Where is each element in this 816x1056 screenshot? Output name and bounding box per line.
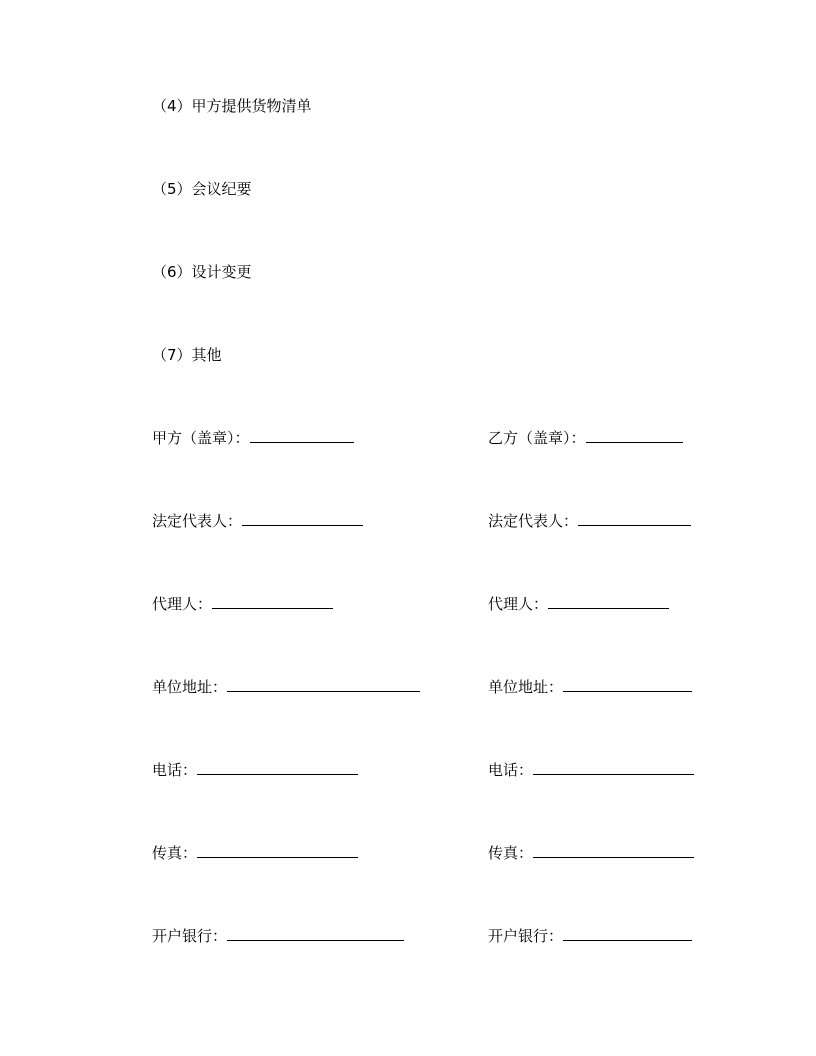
- party-a-fax-label: 传真：: [152, 844, 198, 862]
- party-b-phone-blank[interactable]: [533, 760, 694, 775]
- party-a-phone-label: 电话：: [152, 761, 198, 779]
- party-a-seal-blank[interactable]: [250, 428, 354, 443]
- party-a-agent-blank[interactable]: [212, 594, 333, 609]
- party-b-fax-blank[interactable]: [533, 843, 694, 858]
- party-b-seal-blank[interactable]: [586, 428, 683, 443]
- party-b-address-label: 单位地址：: [488, 678, 564, 696]
- party-b-phone-field: [488, 760, 694, 780]
- party-b-address-field: [488, 677, 692, 697]
- party-a-bank-field: [152, 926, 404, 946]
- party-a-agent-field: [152, 594, 333, 614]
- party-b-bank-field: [488, 926, 692, 946]
- party-a-legal-rep-field: [152, 511, 363, 531]
- party-b-fax-label: 传真：: [488, 844, 534, 862]
- party-b-seal-label: 乙方（盖章）：: [488, 429, 586, 447]
- party-b-legal-rep-blank[interactable]: [578, 511, 691, 526]
- party-b-agent-blank[interactable]: [548, 594, 669, 609]
- party-a-legal-rep-blank[interactable]: [242, 511, 363, 526]
- attachment-item: （7）其他: [152, 346, 222, 364]
- party-a-bank-blank[interactable]: [227, 926, 404, 941]
- party-b-seal-field: [488, 428, 683, 448]
- party-a-fax-blank[interactable]: [197, 843, 358, 858]
- party-b-agent-field: [488, 594, 669, 614]
- party-b-legal-rep-field: [488, 511, 691, 531]
- party-b-fax-field: [488, 843, 694, 863]
- party-a-seal-field: [152, 428, 354, 448]
- party-a-bank-label: 开户银行：: [152, 927, 228, 945]
- party-a-fax-field: [152, 843, 358, 863]
- party-a-legal-rep-label: 法定代表人：: [152, 512, 243, 530]
- party-a-address-blank[interactable]: [227, 677, 420, 692]
- party-b-bank-blank[interactable]: [563, 926, 692, 941]
- party-a-phone-field: [152, 760, 358, 780]
- attachment-item: （5）会议纪要: [152, 180, 252, 198]
- party-b-legal-rep-label: 法定代表人：: [488, 512, 579, 530]
- party-a-phone-blank[interactable]: [197, 760, 358, 775]
- party-a-address-label: 单位地址：: [152, 678, 228, 696]
- party-b-address-blank[interactable]: [563, 677, 692, 692]
- attachment-item: （6）设计变更: [152, 263, 252, 281]
- party-b-phone-label: 电话：: [488, 761, 534, 779]
- party-b-agent-label: 代理人：: [488, 595, 549, 613]
- party-a-seal-label: 甲方（盖章）：: [152, 429, 250, 447]
- party-a-address-field: [152, 677, 420, 697]
- party-b-bank-label: 开户银行：: [488, 927, 564, 945]
- party-a-agent-label: 代理人：: [152, 595, 213, 613]
- attachment-item: （4）甲方提供货物清单: [152, 97, 312, 115]
